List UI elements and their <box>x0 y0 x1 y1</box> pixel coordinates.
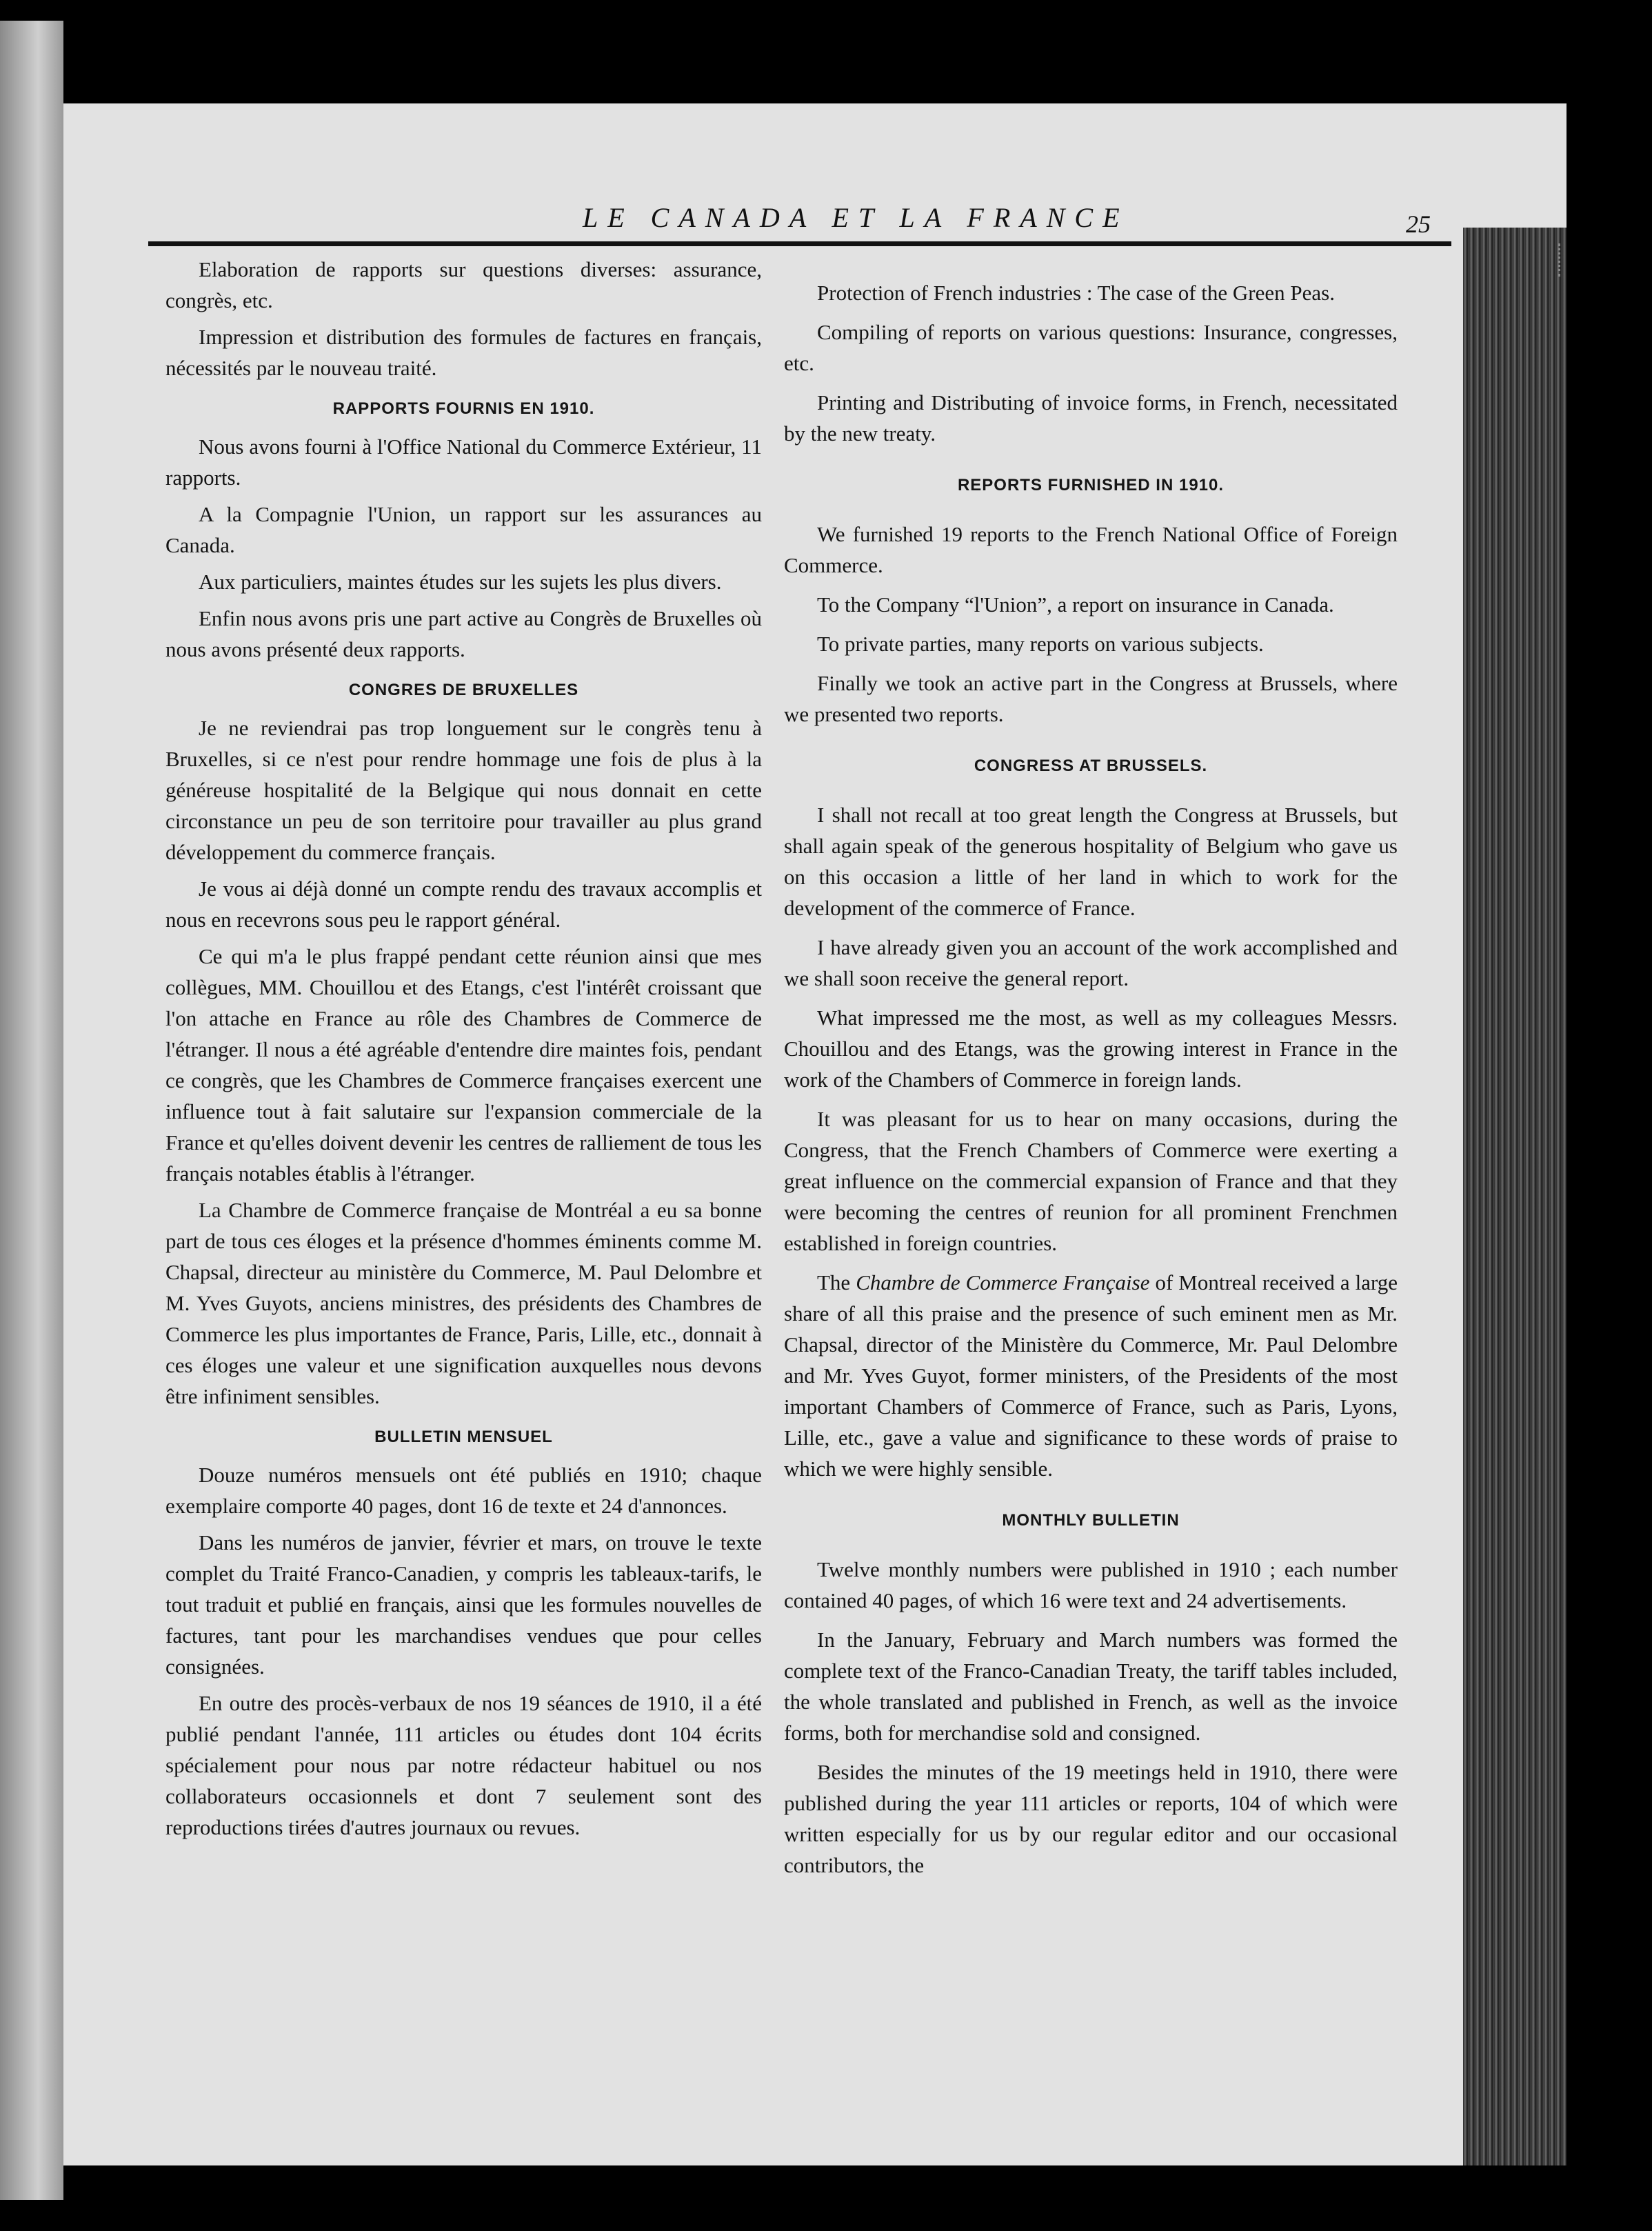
paragraph-text: of Montreal received a large share of all this praise and the presence of such eminent men as Mr. Chapsal, director of the Ministère du Commerce, Mr. Paul Delombre and Mr. Yves Guyot, former ministers, of the Presidents of the most important Chambers of Commerce of France, such as Paris, Lyons, Lille, etc., gave a value and significance to these words of praise to which we were highly sensible. <box>784 1270 1398 1481</box>
paragraph: Enfin nous avons pris une part active au Congrès de Bruxelles où nous avons présenté deux rapports. <box>165 606 762 661</box>
paragraph: Elaboration de rapports sur questions diverses: assurance, congrès, etc. <box>165 257 762 312</box>
section-heading: REPORTS FURNISHED IN 1910. <box>957 476 1225 494</box>
paragraph: Je vous ai déjà donné un compte rendu des travaux accomplis et nous en recevrons sous peu le rapport général. <box>165 877 762 932</box>
english-column <box>784 277 1398 1889</box>
paragraph: It was pleasant for us to hear on many occasions, during the Congress, that the French Chambers of Commerce were exerting a great influence on the commercial expansion of France and that they were becoming the centres of reunion for all prominent Frenchmen established in foreign countries. <box>784 1107 1398 1255</box>
paragraph: Aux particuliers, maintes études sur les sujets les plus divers. <box>199 570 722 594</box>
french-column <box>165 254 762 1848</box>
paragraph: Dans les numéros de janvier, février et mars, on trouve le texte complet du Traité Franco-Canadien, y compris les tableaux-tarifs, le tout traduit et publié en français, ainsi que les formules nouvelles de factures, tant pour les marchandises vendues que pour celles consignées. <box>165 1530 762 1679</box>
document-page <box>63 103 1567 2165</box>
section-heading: CONGRES DE BRUXELLES <box>348 681 579 699</box>
paragraph: Douze numéros mensuels ont été publiés en 1910; chaque exemplaire comporte 40 pages, dont 16 de texte et 24 d'annonces. <box>165 1463 762 1518</box>
italic-phrase: Chambre de Commerce Française <box>856 1270 1150 1294</box>
paragraph: To the Company “l'Union”, a report on insurance in Canada. <box>817 592 1334 617</box>
margin-mark <box>1558 243 1567 277</box>
journal-title: LE CANADA ET LA FRANCE <box>583 202 1129 233</box>
paragraph: We furnished 19 reports to the French National Office of Foreign Commerce. <box>784 522 1398 577</box>
section-heading: RAPPORTS FOURNIS EN 1910. <box>332 399 595 418</box>
paragraph: Compiling of reports on various questions: Insurance, congresses, etc. <box>784 320 1398 375</box>
adjacent-page-edge <box>0 21 63 2200</box>
paragraph: Je ne reviendrai pas trop longuement sur le congrès tenu à Bruxelles, si ce n'est pour rendre hommage une fois de plus à la généreuse hospitalité de la Belgique qui nous donnait en cette circonstance un peu de son territoire pour travailler au plus grand développement du commerce français. <box>165 716 762 864</box>
paragraph: En outre des procès-verbaux de nos 19 séances de 1910, il a été publié pendant l'année, 111 articles ou études dont 104 écrits spécialement pour nous par notre rédacteur habituel ou nos collaborateurs occasionnels et dont 7 seulement sont des reproductions tirées d'autres journaux ou revues. <box>165 1691 762 1839</box>
paragraph: Finally we took an active part in the Congress at Brussels, where we presented two reports. <box>784 671 1398 726</box>
section-heading: CONGRESS AT BRUSSELS. <box>974 757 1208 775</box>
running-header <box>148 186 1451 246</box>
book-fore-edge <box>1463 228 1567 2165</box>
page-number: 25 <box>1406 210 1431 238</box>
paragraph: La Chambre de Commerce française de Montréal a eu sa bonne part de tous ces éloges et la présence d'hommes éminents comme M. Chapsal, directeur au ministère du Commerce, M. Paul Delombre et M. Yves Guyots, anciens ministres, des présidents des Chambres de Commerce les plus importantes de France, Paris, Lille, etc., donnait à ces éloges une valeur et une signification auxquelles nous devons être infiniment sensibles. <box>165 1198 762 1408</box>
paragraph: Ce qui m'a le plus frappé pendant cette réunion ainsi que mes collègues, MM. Chouillou et des Etangs, c'est l'intérêt croissant que l'on attache en France au rôle des Chambres de Commerce de l'étranger. Il nous a été agréable d'entendre dire maintes fois, pendant ce congrès, que les Chambres de Commerce françaises exercent une influence tout à fait salutaire sur l'expansion commerciale de la France et qu'elles doivent devenir les centres de ralliement de tous les français notables établis à l'étranger. <box>165 944 762 1185</box>
paragraph: Besides the minutes of the 19 meetings held in 1910, there were published during the year 111 articles or reports, 104 of which were written especially for us by our regular editor and our occasional contributors, the <box>784 1760 1398 1877</box>
paragraph: Printing and Distributing of invoice forms, in French, necessitated by the new treaty. <box>784 390 1398 446</box>
paragraph: What impressed me the most, as well as my colleagues Messrs. Chouillou and des Etangs, was the growing interest in France in the work of the Chambers of Commerce in foreign lands. <box>784 1006 1398 1092</box>
paragraph: Impression et distribution des formules de factures en français, nécessités par le nouveau traité. <box>165 325 762 380</box>
paragraph: In the January, February and March numbers was formed the complete text of the Franco-Canadian Treaty, the tariff tables included, the whole translated and published in French, as well as the invoice forms, both for merchandise sold and consigned. <box>784 1628 1398 1745</box>
section-heading: MONTHLY BULLETIN <box>1002 1511 1180 1530</box>
paragraph: I shall not recall at too great length the Congress at Brussels, but shall again speak of the generous hospitality of Belgium who gave us on this occasion a little of her land in which to work for the development of the commerce of France. <box>784 803 1398 920</box>
paragraph: Nous avons fourni à l'Office National du Commerce Extérieur, 11 rapports. <box>165 434 762 490</box>
section-heading: BULLETIN MENSUEL <box>374 1428 553 1446</box>
paragraph-lead: The <box>817 1270 856 1294</box>
paragraph: To private parties, many reports on various subjects. <box>817 632 1264 656</box>
paragraph: Twelve monthly numbers were published in 1910 ; each number contained 40 pages, of which 16 were text and 24 advertisements. <box>784 1557 1398 1612</box>
paragraph: Protection of French industries : The case of the Green Peas. <box>817 281 1335 305</box>
paragraph: I have already given you an account of the work accomplished and we shall soon receive the general report. <box>784 935 1398 990</box>
paragraph <box>784 1267 1398 1484</box>
paragraph: A la Compagnie l'Union, un rapport sur les assurances au Canada. <box>165 502 762 557</box>
